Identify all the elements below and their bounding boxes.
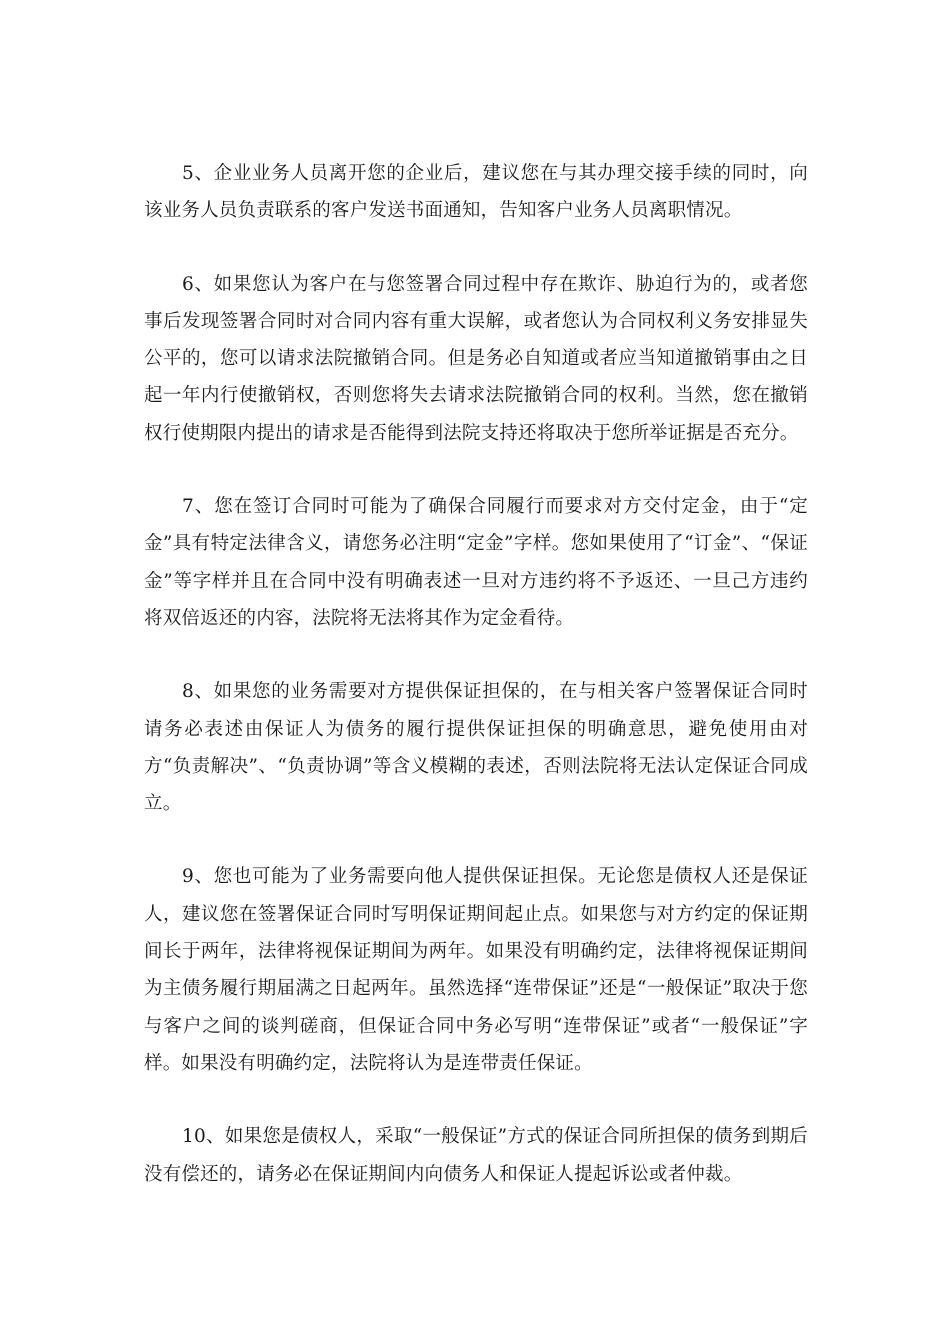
paragraph-10: 10、如果您是债权人，采取“一般保证”方式的保证合同所担保的债务到期后没有偿还的，请务必在保证期间内向债务人和保证人提起诉讼或者仲裁。: [144, 1126, 808, 1185]
paragraph-8: 8、如果您的业务需要对方提供保证担保的，在与相关客户签署保证合同时请务必表述由保证人为债务的履行提供保证担保的明确意思，避免使用由对方“负责解决”、“负责协调”等含义模糊的表述，否则法院将无法认定保证合同成立。: [144, 681, 808, 815]
paragraph-6: 6、如果您认为客户在与您签署合同过程中存在欺诈、胁迫行为的，或者您事后发现签署合同时对合同内容有重大误解，或者您认为合同权利义务安排显失公平的，您可以请求法院撤销合同。但是务必自知道或者应当知道撤销事由之日起一年内行使撤销权，否则您将失去请求法院撤销合同的权利。当然，您在撤销权行使期限内提出的请求是否能得到法院支持还将取决于您所举证据是否充分。: [144, 273, 808, 444]
paragraph-5: 5、企业业务人员离开您的企业后，建议您在与其办理交接手续的同时，向该业务人员负责联系的客户发送书面通知，告知客户业务人员离职情况。: [144, 163, 808, 222]
document-body: [144, 155, 808, 1229]
paragraph-9: 9、您也可能为了业务需要向他人提供保证担保。无论您是债权人还是保证人，建议您在签署保证合同时写明保证期间起止点。如果您与对方约定的保证期间长于两年，法律将视保证期间为两年。如果没有明确约定，法律将视保证期间为主债务履行期届满之日起两年。虽然选择“连带保证”还是“一般保证”取决于您与客户之间的谈判磋商，但保证合同中务必写明“连带保证”或者“一般保证”字样。如果没有明确约定，法院将认为是连带责任保证。: [144, 866, 808, 1074]
paragraph-7: 7、您在签订合同时可能为了确保合同履行而要求对方交付定金，由于“定金”具有特定法律含义，请您务必注明“定金”字样。您如果使用了“订金”、“保证金”等字样并且在合同中没有明确表述一旦对方违约将不予返还、一旦己方违约将双倍返还的内容，法院将无法将其作为定金看待。: [144, 496, 808, 629]
